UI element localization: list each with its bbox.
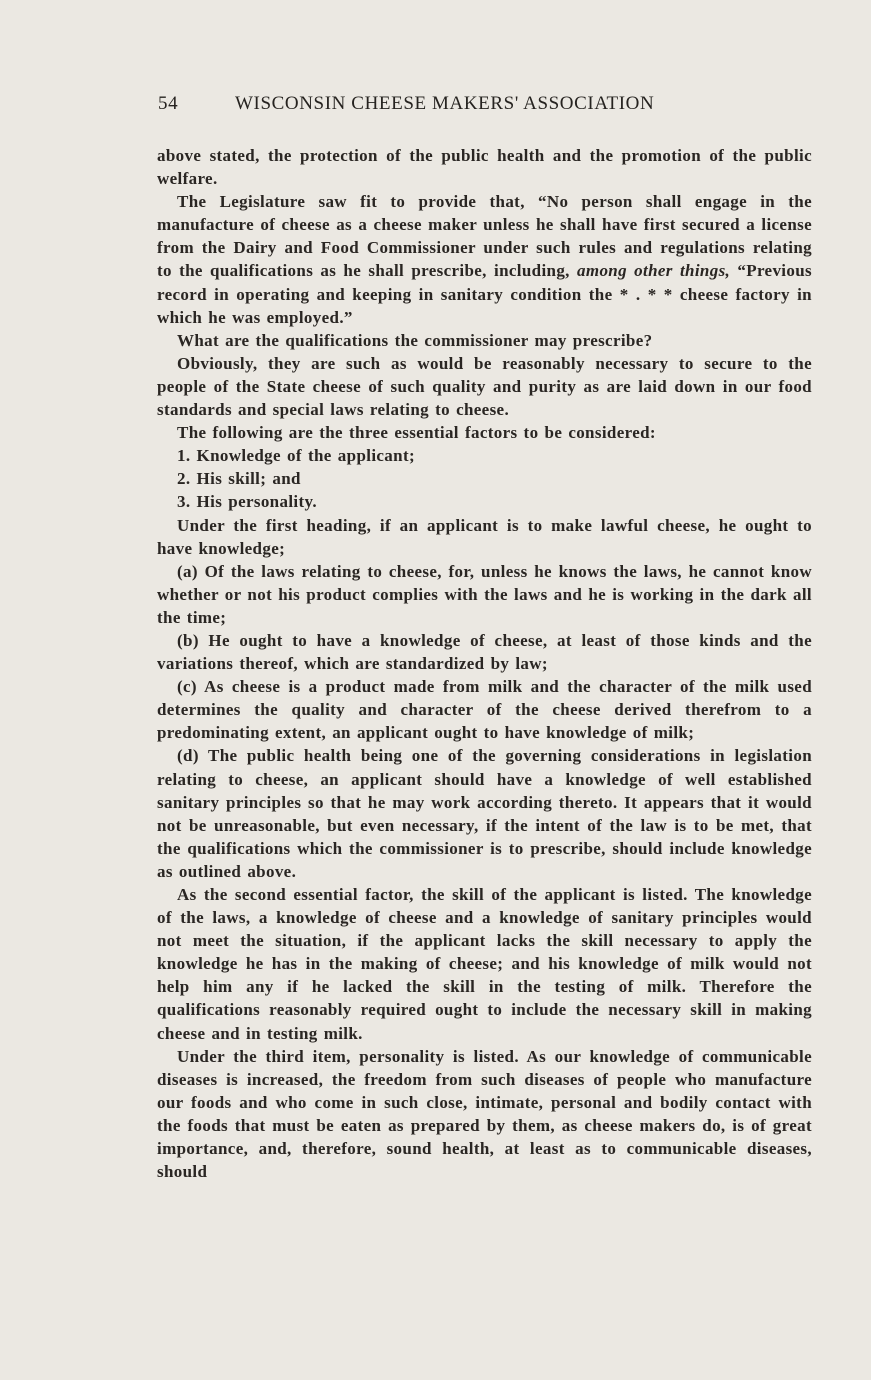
paragraph-factors-intro: The following are the three essential factors to be considered: — [177, 423, 656, 443]
running-header — [158, 93, 743, 121]
paragraph-item-b: (b) He ought to have a knowledge of cheese, at least of those kinds and the variations thereof, which are standardized by law; — [157, 630, 812, 674]
list-item-knowledge: 1. Knowledge of the applicant; — [177, 446, 415, 466]
paragraph-second-factor: As the second essential factor, the skill of the applicant is listed. The knowledge of the laws, a knowledge of cheese and a knowledge of sanitary principles would not meet the situation, if the applicant lacks the skill necessary to apply the knowledge he has in the making of cheese; and his knowledge of milk would not help him any if he lacked the skill in the testing of milk. Therefore the qualifications reasonably required ought to include the necessary skill in making cheese and in testing milk. — [157, 885, 812, 1043]
emphasis-text: among other things, — [577, 261, 731, 281]
body-text — [157, 144, 812, 1183]
paragraph-third-item: Under the third item, personality is listed. As our knowledge of communicable diseases is increased, the freedom from such diseases of people who manufacture our foods and who come in such close, intimate, personal and bodily contact with the foods that must be eaten as prepared by them, as cheese makers do, is of great importance, and, therefore, sound health, at least as to communicable diseases, should — [157, 1046, 812, 1182]
paragraph-item-c: (c) As cheese is a product made from milk and the character of the milk used determines the quality and character of the cheese derived therefrom to a predominating extent, an applicant ought to have knowledge of milk; — [157, 677, 812, 743]
paragraph-text: The Legislature saw fit to provide that, “No person shall engage in the manufacture of cheese as a cheese maker unless he shall have first secured a license from the Dairy and Food Commissioner under such rules and regulations relating to the qualifications as he shall prescribe, including, — [157, 192, 812, 281]
paragraph-obviously: Obviously, they are such as would be reasonably necessary to secure to the people of the State cheese of such quality and purity as are laid down in our food standards and special laws relating to cheese. — [157, 353, 812, 420]
list-item-skill: 2. His skill; and — [177, 469, 301, 489]
paragraph-first-heading: Under the first heading, if an applicant is to make lawful cheese, he ought to have knowledge; — [157, 515, 812, 558]
page-number: 54 — [158, 93, 179, 114]
paragraph-question: What are the qualifications the commissioner may prescribe? — [177, 330, 653, 350]
paragraph-text: “Previous record in operating and keeping in sanitary condition the * . * * cheese factory in which he was employed.” — [157, 261, 812, 327]
paragraph-legislature — [157, 190, 812, 329]
paragraph-continuation: above stated, the protection of the public health and the promotion of the public welfare. — [157, 146, 812, 189]
paragraph-item-d: (d) The public health being one of the governing considerations in legislation relating to cheese, an applicant should have a knowledge of well established sanitary principles so that he may work according thereto. It appears that it would not be unreasonable, but even necessary, if the intent of the law is to be met, that the qualifications which the commissioner is to prescribe, should include knowledge as outlined above. — [157, 746, 812, 881]
list-item-personality: 3. His personality. — [177, 492, 317, 512]
running-title: WISCONSIN CHEESE MAKERS' ASSOCIATION — [235, 93, 655, 114]
paragraph-item-a: (a) Of the laws relating to cheese, for, unless he knows the laws, he cannot know whether or not his product complies with the laws and he is working in the dark all the time; — [157, 561, 812, 627]
